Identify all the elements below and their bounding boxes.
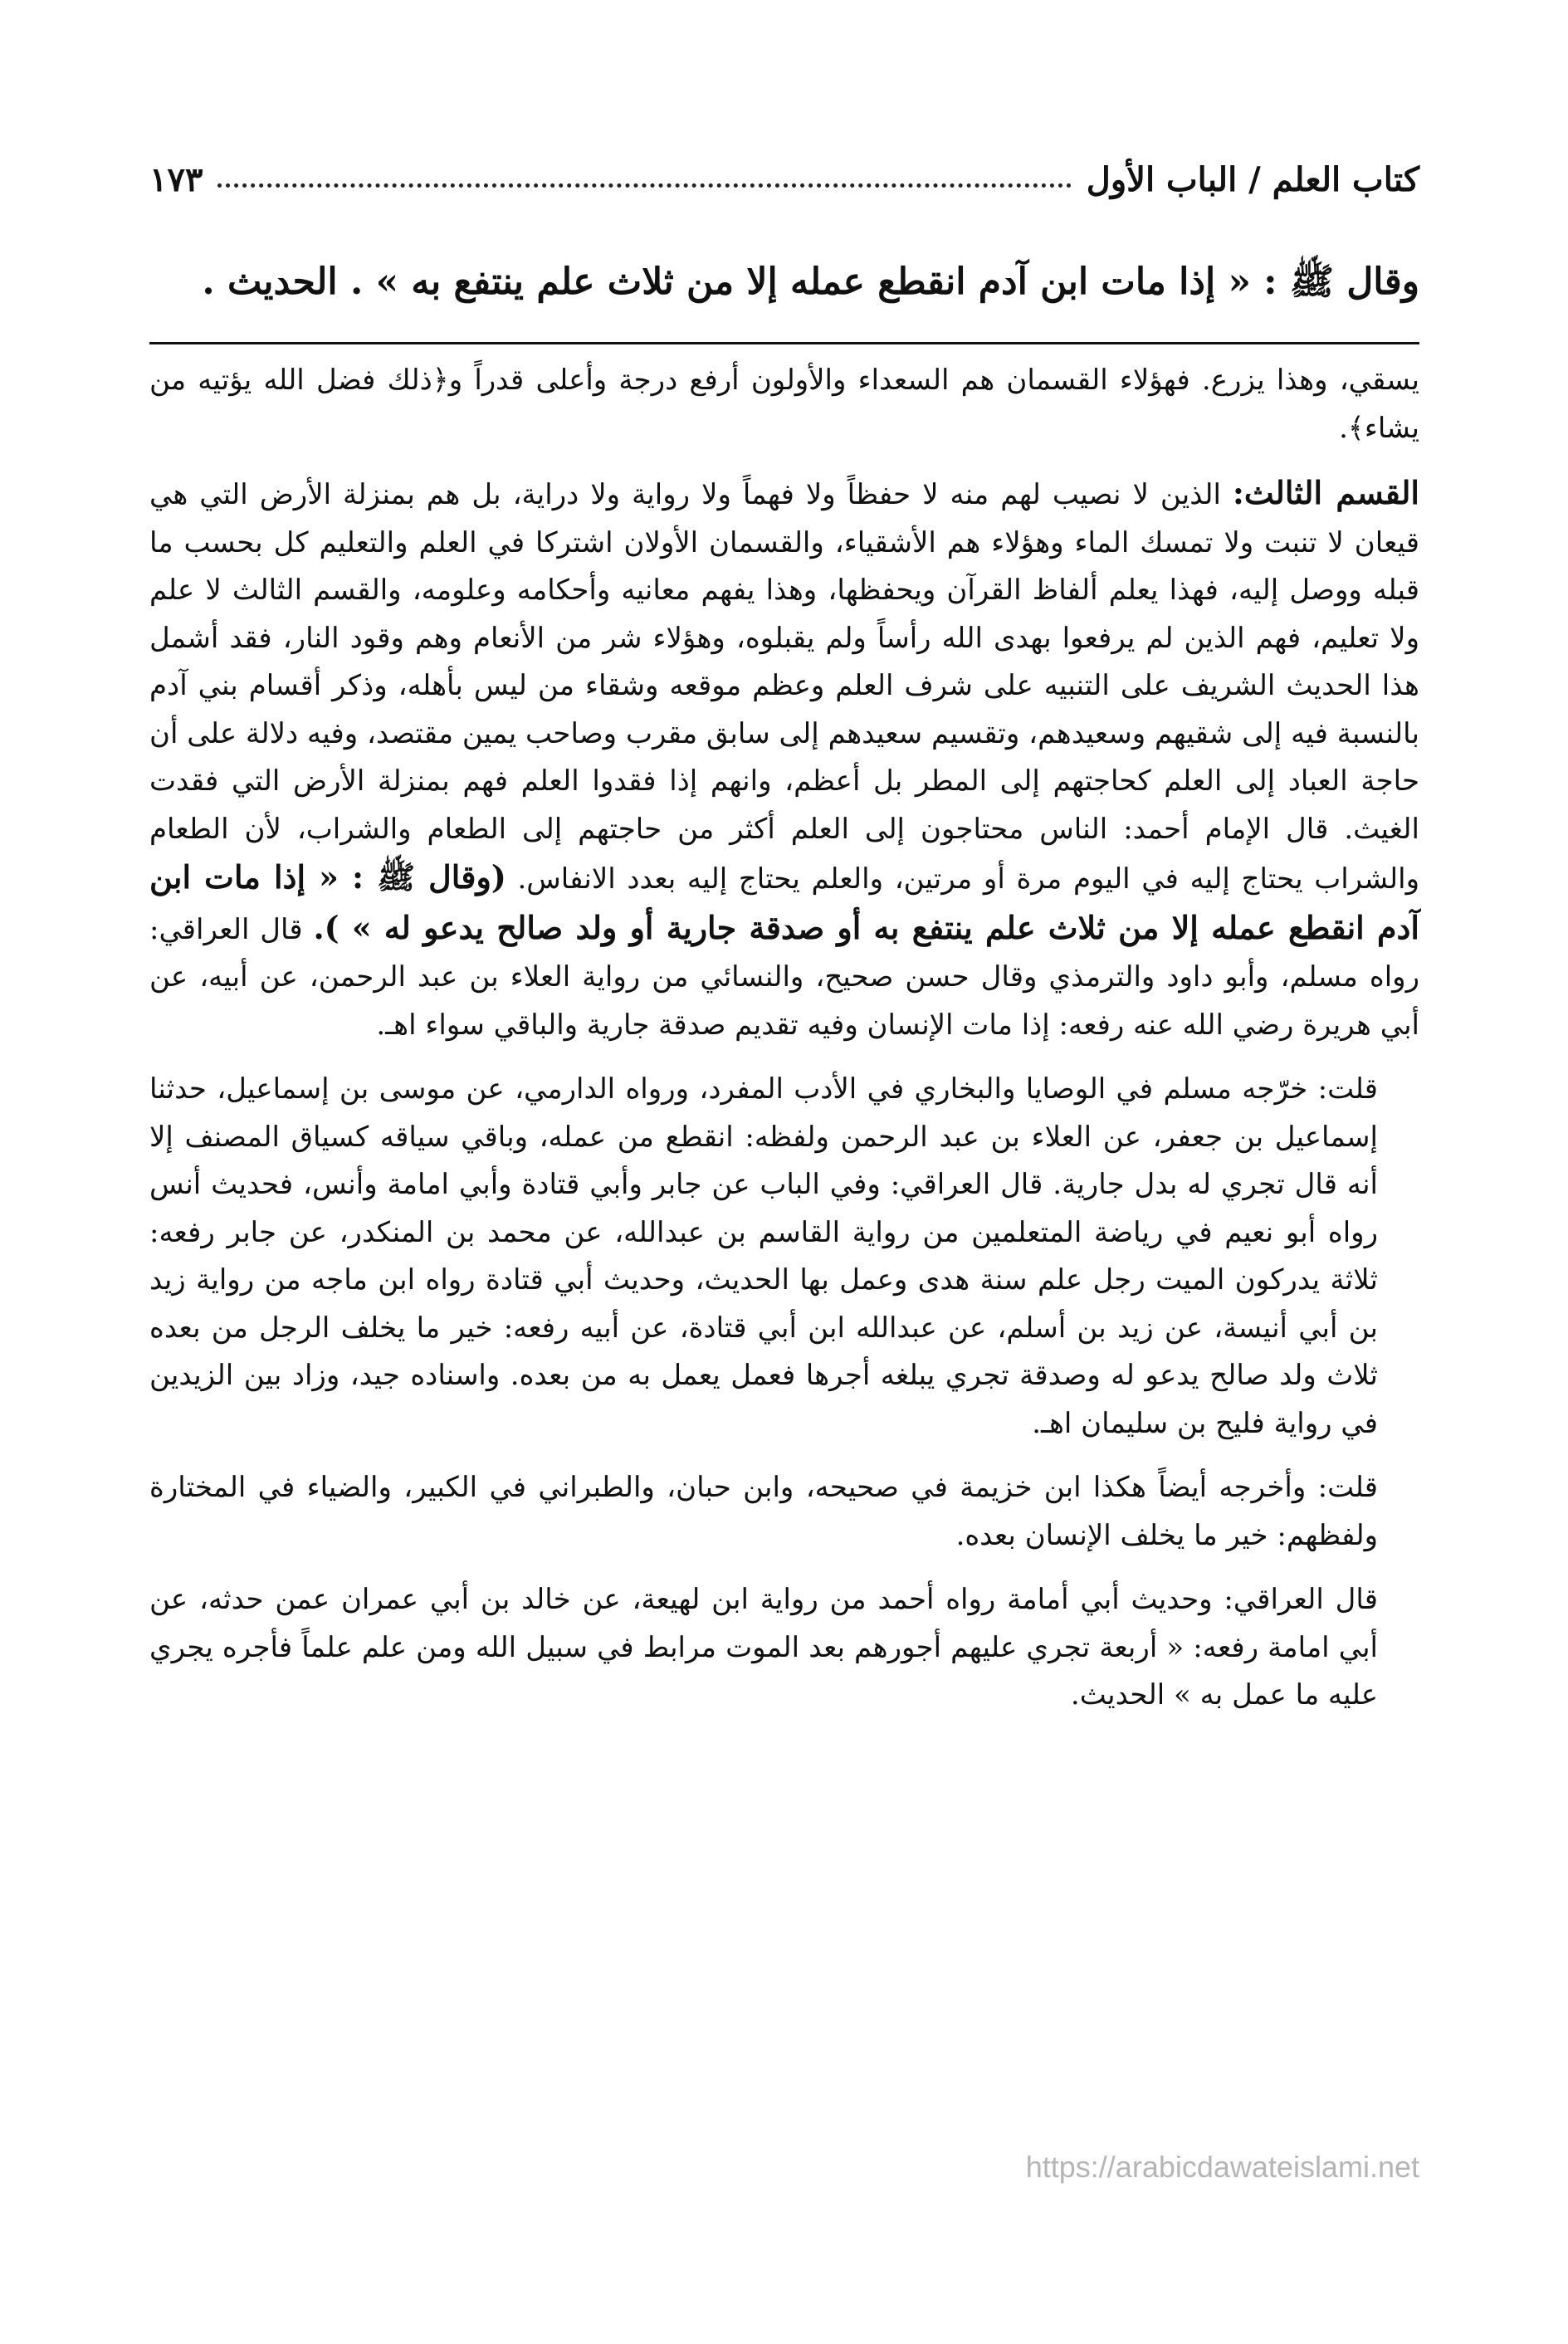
watermark-url: https://arabicdawateislami.net [1025, 2150, 1419, 2184]
paragraph-text: قلت: خرّجه مسلم في الوصايا والبخاري في الأدب المفرد، ورواه الدارمي، عن موسى بن إسماعيل، حدثنا إسماعيل بن جعفر، عن العلاء بن عبد الرحمن ولفظه: انقطع من عمله، وباقي سياقه كسياق المصنف إلا أنه قال تجري له بدل جارية. قال العراقي: وفي الباب عن جابر وأبي قتادة وأبي امامة وأنس، فحديث أنس رواه أبو نعيم في رياضة المتعلمين من رواية القاسم بن عبدالله، عن محمد بن المنكدر، عن جابر رفعه: ثلاثة يدركون الميت رجل علم سنة هدى وعمل بها الحديث، وحديث أبي قتادة رواه ابن ماجه من رواية زيد بن أبي أنيسة، عن زيد بن أسلم، عن عبدالله ابن أبي قتادة، عن أبيه رفعه: خير ما يخلف الرجل من بعده ثلاث ولد صالح يدعو له وصدقة تجري يبلغه أجرها فعمل يعمل به من بعده. واسناده جيد، وزاد بين الزيدين في رواية فليح بن سليمان اهـ. [149, 1072, 1378, 1440]
chapter-title: كتاب العلم / الباب الأول [1086, 160, 1419, 199]
paragraph-text: قال العراقي: وحديث أبي أمامة رواه أحمد من رواية ابن لهيعة، عن خالد بن أبي عمران عمن حدثه، عن أبي امامة رفعه: « أربعة تجري عليهم أجورهم بعد الموت مرابط في سبيل الله ومن علم علماً فأجره يجري عليه ما عمل به » الحديث. [149, 1583, 1378, 1712]
paragraph [149, 1464, 1419, 1560]
paragraph [149, 1576, 1419, 1720]
paragraph-text: يسقي، وهذا يزرع. فهؤلاء القسمان هم السعداء والأولون أرفع درجة وأعلى قدراً و﴿ذلك فضل الله يؤتيه من يشاء﴾. [149, 364, 1419, 445]
page-number: ١٧٣ [149, 160, 203, 199]
paragraph [149, 357, 1419, 452]
running-header [149, 141, 1419, 199]
paragraph [149, 469, 1419, 1049]
dotted-leader [217, 183, 1071, 188]
paragraph-text: قال العراقي: رواه مسلم، وأبو داود والترمذي وقال حسن صحيح، والنسائي من رواية العلاء بن عبد الرحمن، عن أبيه، عن أبي هريرة رضي الله عنه رفعه: إذا مات الإنسان وفيه تقديم صدقة جارية والباقي سواء اهـ. [149, 912, 1419, 1042]
section-heading: القسم الثالث: [1232, 474, 1419, 511]
commentary-body [149, 357, 1419, 1720]
paragraph [149, 1066, 1419, 1448]
separator-rule [149, 342, 1419, 344]
paragraph-text: الذين لا نصيب لهم منه لا حفظاً ولا فهماً ولا رواية ولا دراية، بل هم بمنزلة الأرض التي هي قيعان لا تنبت ولا تمسك الماء وهؤلاء هم الأشقياء، والقسمان الأولان اشتركا في العلم والتعليم كل بحسب ما قبله ووصل إليه، فهذا يعلم ألفاظ القرآن ويحفظها، وهذا يفهم معانيه وأحكامه وعلومه، والقسم الثالث لا علم ولا تعليم، فهم الذين لم يرفعوا بهدى الله رأساً ولم يقبلوه، وهؤلاء شر من الأنعام وهم وقود النار، فقد أشمل هذا الحديث الشريف على التنبيه على شرف العلم وعظم موقعه وشقاء من ليس بأهله، وذكر أقسام بني آدم بالنسبة فيه إلى شقيهم وسعيدهم، وتقسيم سعيدهم إلى سابق مقرب وصاحب يمين مقتصد، وفيه دلالة على أن حاجة العباد إلى العلم كحاجتهم إلى المطر بل أعظم، وانهم إذا فقدوا العلم فهم بمنزلة الأرض التي فقدت الغيث. قال الإمام أحمد: الناس محتاجون إلى العلم أكثر من حاجتهم إلى الطعام والشراب، لأن الطعام والشراب يحتاج إليه في اليوم مرة أو مرتين، والعلم يحتاج إليه بعدد الانفاس. [149, 478, 1419, 896]
hadith-matn: وقال ﷺ : « إذا مات ابن آدم انقطع عمله إلا من ثلاث علم ينتفع به » . الحديث . [202, 261, 1419, 303]
paragraph-text: قلت: وأخرجه أيضاً هكذا ابن خزيمة في صحيحه، وابن حبان، والطبراني في الكبير، والضياء في المختارة ولفظهم: خير ما يخلف الإنسان بعده. [149, 1471, 1378, 1552]
bold-quote: (وقال ﷺ : « إذا مات ابن آدم انقطع عمله إلا من ثلاث علم ينتفع به أو صدقة جارية أو ولد صالح يدعو له » ). [149, 858, 1419, 946]
